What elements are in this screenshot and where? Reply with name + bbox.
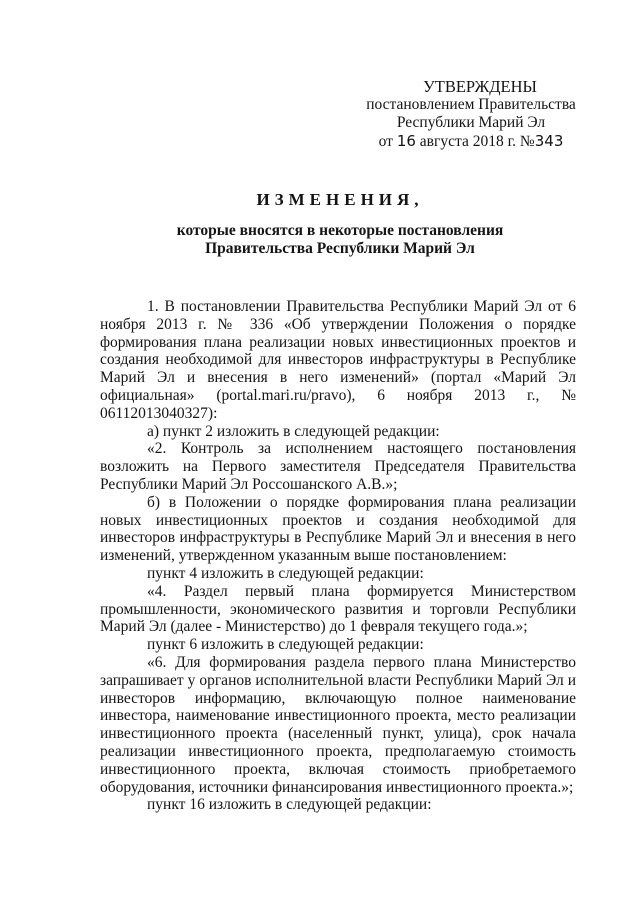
document-subtitle xyxy=(100,222,580,258)
approval-date-day: 16 xyxy=(396,132,416,150)
document-subtitle-line-2: Правительства Республики Марий Эл xyxy=(205,240,475,257)
paragraph: пункт 6 изложить в следующей редакции: xyxy=(147,636,424,654)
approval-date-prefix: от xyxy=(378,133,397,150)
document-title: ИЗМЕНЕНИЯ, xyxy=(256,190,424,209)
paragraph: а) пункт 2 изложить в следующей редакции: xyxy=(147,422,440,440)
paragraph: 1. В постановлении Правительства Республики Марий Эл от 6 ноября 2013 г. № 336 «Об утверждении Положения о порядке формирования плана реализации новых инвестиционных проектов и создания необходимой для инвесторов инфраструктуры в Республике Марий Эл и внесения в него изменений» (портал «Марий Эл официальная» (portal.mari.ru/pravo), 6 ноября 2013 г., № 06112013040327): xyxy=(100,298,576,422)
paragraph: б) в Положении о порядке формирования плана реализации новых инвестиционных проектов и создания необходимой для инвесторов инфраструктуры в Республике Марий Эл и внесения в него изменений, утвержденном указанным выше постановлением: xyxy=(100,493,576,565)
paragraph: пункт 4 изложить в следующей редакции: xyxy=(147,564,424,582)
approval-number: 343 xyxy=(534,132,564,150)
document-body xyxy=(100,298,576,814)
approval-line-2: Республики Марий Эл xyxy=(396,114,546,131)
approval-date-line xyxy=(360,132,582,151)
paragraph: «6. Для формирования раздела первого плана Министерство запрашивает у органов исполнительной власти Республики Марий Эл и инвесторов информацию, включающую полное наименование инвестора, наименование инвестиционного проекта, место реализации инвестиционного проекта (населенный пункт, улица), срок начала реализации инвестиционного проекта, предполагаемую стоимость инвестиционного проекта, включая стоимость приобретаемого оборудования, источники финансирования инвестиционного проекта.»; xyxy=(100,653,576,796)
approval-block xyxy=(360,78,582,151)
paragraph: «2. Контроль за исполнением настоящего постановления возложить на Первого заместителя Председателя Правительства Республики Марий Эл Россошанского А.В.»; xyxy=(100,440,576,493)
approval-heading: УТВЕРЖДЕНЫ xyxy=(423,77,537,96)
approval-line-1: постановлением Правительства xyxy=(366,96,576,113)
paragraph: «4. Раздел первый плана формируется Министерством промышленности, экономического развития и торговли Республики Марий Эл (далее - Министерство) до 1 февраля текущего года.»; xyxy=(100,582,576,636)
paragraph: пункт 16 изложить в следующей редакции: xyxy=(147,796,432,814)
document-subtitle-line-1: которые вносятся в некоторые постановления xyxy=(176,222,504,239)
approval-date-month-year: августа 2018 г. № xyxy=(415,133,535,150)
